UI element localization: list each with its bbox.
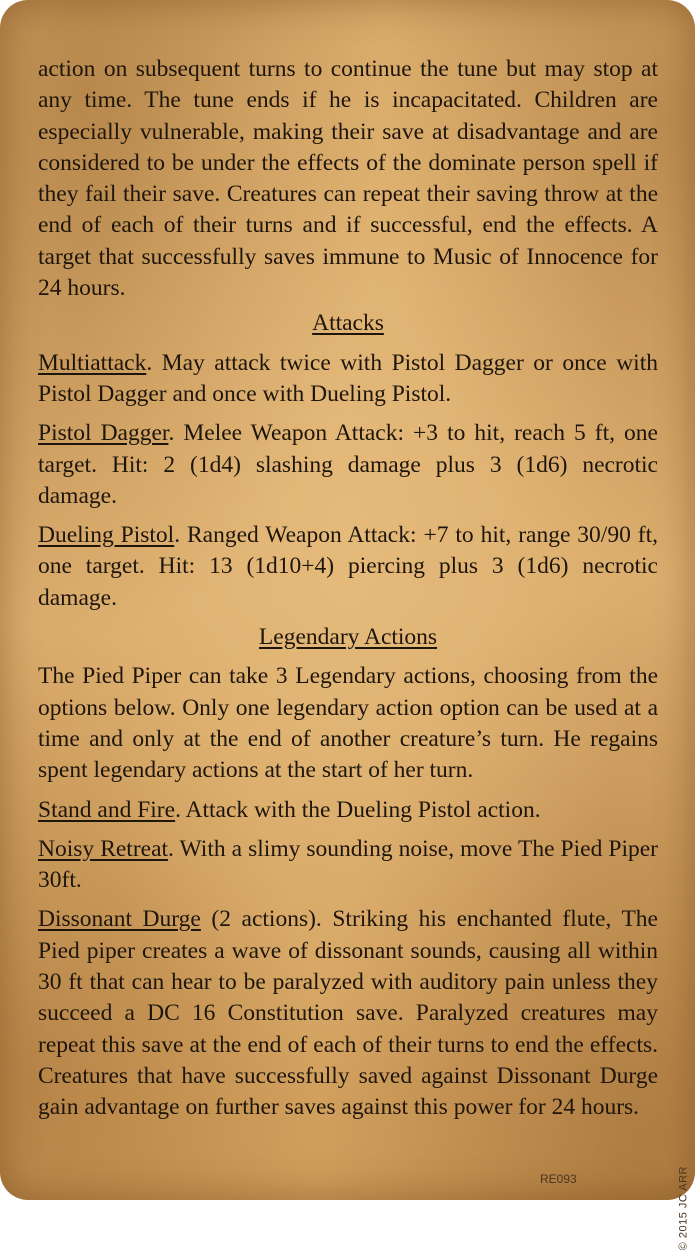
- noisy-retreat-name: Noisy Retreat: [38, 835, 169, 862]
- dueling-pistol-name: Dueling Pistol: [38, 522, 175, 549]
- dueling-pistol-entry: [38, 520, 658, 614]
- dissonant-durge-text: (2 actions). Striking his enchanted flute, The Pied piper creates a wave of dissonant sounds, causing all within 30 ft that can hear to be paralyzed with auditory pain unless they succeed a DC 16 Constitution save. Paralyzed creatures may repeat this save at the end of each of their turns to end the effects. Creatures that have successfully saved against Dissonant Durge gain advantage on further saves against this power for 24 hours.: [38, 906, 658, 1121]
- multiattack-text: . May attack twice with Pistol Dagger or once with Pistol Dagger and once with Dueling Pistol.: [38, 349, 658, 407]
- intro-paragraph: action on subsequent turns to continue the tune but may stop at any time. The tune ends if he is incapacitated. Children are especially vulnerable, making their save at disadvantage and are considered to be under the effects of the dominate person spell if they fail their save. Creatures can repeat their saving throw at the end of each of their turns and if successful, end the effects. A target that successfully saves immune to Music of Innocence for 24 hours.: [38, 56, 658, 302]
- pistol-dagger-name: Pistol Dagger: [38, 420, 169, 447]
- copyright-notice: © 2015 JC ARR: [677, 1166, 689, 1250]
- multiattack-entry: [38, 348, 658, 411]
- dissonant-durge-entry: [38, 904, 658, 1123]
- stand-and-fire-text: . Attack with the Dueling Pistol action.: [175, 796, 541, 823]
- dissonant-durge-name: Dissonant Durge: [38, 906, 201, 933]
- card-code: RE093: [540, 1172, 577, 1186]
- stand-and-fire-entry: [38, 795, 658, 826]
- card-text: [38, 54, 658, 1132]
- noisy-retreat-entry: [38, 834, 658, 897]
- dueling-pistol-text: . Ranged Weapon Attack: +7 to hit, range 30/90 ft, one target. Hit: 13 (1d10+4) piercing plus 3 (1d6) necrotic damage.: [38, 522, 658, 611]
- multiattack-name: Multiattack: [38, 349, 147, 376]
- pistol-dagger-text: . Melee Weapon Attack: +3 to hit, reach 5 ft, one target. Hit: 2 (1d4) slashing damage plus 3 (1d6) necrotic damage.: [38, 420, 658, 509]
- legendary-intro: The Pied Piper can take 3 Legendary actions, choosing from the options below. Only one legendary action option can be used at a time and only at the end of another creature’s turn. He regains spent legendary actions at the start of her turn.: [38, 663, 658, 784]
- legendary-actions-heading: Legendary Actions: [258, 624, 438, 651]
- attacks-heading: Attacks: [312, 310, 384, 337]
- pistol-dagger-entry: [38, 418, 658, 512]
- stand-and-fire-name: Stand and Fire: [38, 796, 176, 823]
- noisy-retreat-text: . With a slimy sounding noise, move The Pied Piper 30ft.: [38, 835, 658, 894]
